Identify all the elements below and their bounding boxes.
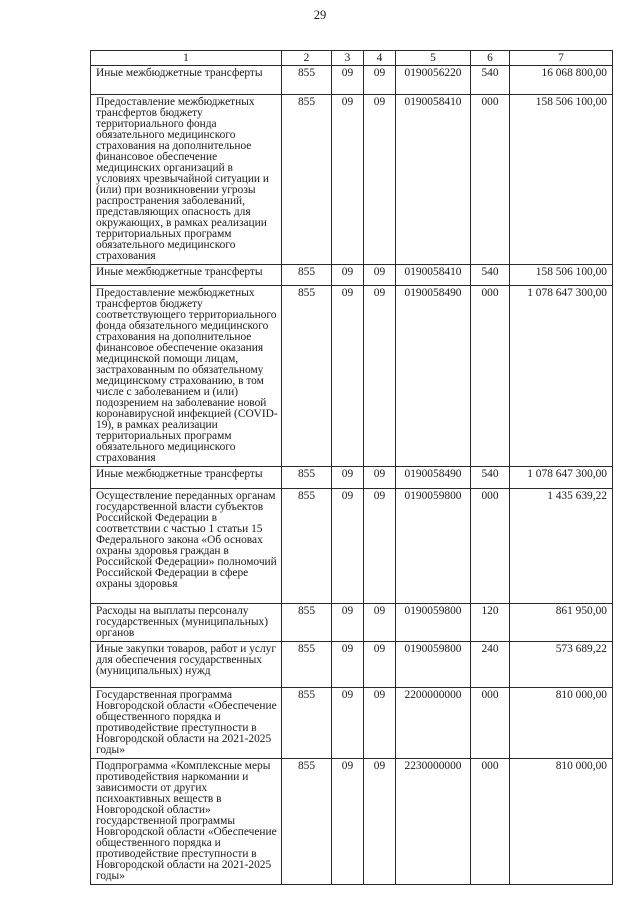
target-article-cell: 0190058490 <box>396 467 471 489</box>
table-row <box>91 604 613 642</box>
table-row <box>91 759 613 885</box>
subsection-code-cell: 09 <box>364 286 396 467</box>
table-row <box>91 688 613 759</box>
table-row <box>91 286 613 467</box>
subsection-code-cell: 09 <box>364 95 396 265</box>
section-code-cell: 09 <box>332 642 364 688</box>
row-name-cell: Предоставление межбюджетных трансфертов бюджету территориального фонда обязательного медицинского страхования на дополнительное финансовое обеспечение медицинских организаций в условиях чрезвычайной ситуации и (или) при возникновении угрозы распространения заболеваний, представляющих опасность для окружающих, в рамках реализации территориальных программ обязательного медицинского страхования <box>91 95 282 265</box>
section-code-cell: 09 <box>332 286 364 467</box>
section-code-cell: 09 <box>332 688 364 759</box>
target-article-cell: 2200000000 <box>396 688 471 759</box>
amount-cell: 1 078 647 300,00 <box>510 467 613 489</box>
ministry-code-cell: 855 <box>282 688 332 759</box>
table-row <box>91 489 613 604</box>
expense-type-cell: 120 <box>471 604 510 642</box>
amount-cell: 1 435 639,22 <box>510 489 613 604</box>
column-header: 2 <box>282 51 332 66</box>
target-article-cell: 2230000000 <box>396 759 471 885</box>
row-name-cell: Иные межбюджетные трансферты <box>91 66 282 95</box>
table-row <box>91 265 613 286</box>
column-header: 4 <box>364 51 396 66</box>
row-name-cell: Государственная программа Новгородской области «Обеспечение общественного порядка и противодействие преступности в Новгородской области на 2021-2025 годы» <box>91 688 282 759</box>
expense-type-cell: 240 <box>471 642 510 688</box>
section-code-cell: 09 <box>332 95 364 265</box>
table-row <box>91 467 613 489</box>
target-article-cell: 0190058410 <box>396 95 471 265</box>
expense-type-cell: 000 <box>471 489 510 604</box>
subsection-code-cell: 09 <box>364 66 396 95</box>
expense-type-cell: 000 <box>471 286 510 467</box>
subsection-code-cell: 09 <box>364 467 396 489</box>
expense-type-cell: 540 <box>471 265 510 286</box>
ministry-code-cell: 855 <box>282 286 332 467</box>
expense-type-cell: 000 <box>471 95 510 265</box>
page-number: 29 <box>313 8 327 22</box>
table-row <box>91 642 613 688</box>
row-name-cell: Иные межбюджетные трансферты <box>91 467 282 489</box>
column-header: 6 <box>471 51 510 66</box>
subsection-code-cell: 09 <box>364 604 396 642</box>
subsection-code-cell: 09 <box>364 642 396 688</box>
subsection-code-cell: 09 <box>364 489 396 604</box>
row-name-cell: Иные закупки товаров, работ и услуг для обеспечения государственных (муниципальных) нужд <box>91 642 282 688</box>
target-article-cell: 0190058490 <box>396 286 471 467</box>
amount-cell: 158 506 100,00 <box>510 95 613 265</box>
amount-cell: 16 068 800,00 <box>510 66 613 95</box>
ministry-code-cell: 855 <box>282 604 332 642</box>
amount-cell: 158 506 100,00 <box>510 265 613 286</box>
expense-type-cell: 540 <box>471 66 510 95</box>
ministry-code-cell: 855 <box>282 759 332 885</box>
section-code-cell: 09 <box>332 467 364 489</box>
target-article-cell: 0190058410 <box>396 265 471 286</box>
column-header: 7 <box>510 51 613 66</box>
table-row <box>91 95 613 265</box>
ministry-code-cell: 855 <box>282 642 332 688</box>
expense-type-cell: 000 <box>471 759 510 885</box>
amount-cell: 810 000,00 <box>510 759 613 885</box>
amount-cell: 861 950,00 <box>510 604 613 642</box>
expense-type-cell: 540 <box>471 467 510 489</box>
target-article-cell: 0190059800 <box>396 604 471 642</box>
target-article-cell: 0190056220 <box>396 66 471 95</box>
column-number-header-row <box>91 51 613 66</box>
budget-table <box>90 50 613 885</box>
amount-cell: 1 078 647 300,00 <box>510 286 613 467</box>
row-name-cell: Осуществление переданных органам государственной власти субъектов Российской Федерации в соответствии с частью 1 статьи 15 Федерального закона «Об основах охраны здоровья граждан в Российской Федерации» полномочий Российской Федерации в сфере охраны здоровья <box>91 489 282 604</box>
column-header: 3 <box>332 51 364 66</box>
target-article-cell: 0190059800 <box>396 489 471 604</box>
target-article-cell: 0190059800 <box>396 642 471 688</box>
column-header: 5 <box>396 51 471 66</box>
subsection-code-cell: 09 <box>364 759 396 885</box>
section-code-cell: 09 <box>332 759 364 885</box>
row-name-cell: Расходы на выплаты персоналу государственных (муниципальных) органов <box>91 604 282 642</box>
column-header: 1 <box>91 51 282 66</box>
row-name-cell: Иные межбюджетные трансферты <box>91 265 282 286</box>
amount-cell: 573 689,22 <box>510 642 613 688</box>
ministry-code-cell: 855 <box>282 95 332 265</box>
section-code-cell: 09 <box>332 604 364 642</box>
subsection-code-cell: 09 <box>364 265 396 286</box>
ministry-code-cell: 855 <box>282 467 332 489</box>
section-code-cell: 09 <box>332 489 364 604</box>
table-row <box>91 66 613 95</box>
ministry-code-cell: 855 <box>282 265 332 286</box>
amount-cell: 810 000,00 <box>510 688 613 759</box>
section-code-cell: 09 <box>332 66 364 95</box>
ministry-code-cell: 855 <box>282 66 332 95</box>
row-name-cell: Предоставление межбюджетных трансфертов бюджету соответствующего территориального фонда обязательного медицинского страхования на дополнительное финансовое обеспечение оказания медицинской помощи лицам, застрахованным по обязательному медицинскому страхованию, в том числе с заболеванием и (или) подозрением на заболевание новой коронавирусной инфекцией (COVID-19), в рамках реализации территориальных программ обязательного медицинского страхования <box>91 286 282 467</box>
ministry-code-cell: 855 <box>282 489 332 604</box>
row-name-cell: Подпрограмма «Комплексные меры противодействия наркомании и зависимости от других психоактивных веществ в Новгородской области» государственной программы Новгородской области «Обеспечение общественного порядка и противодействие преступности в Новгородской области на 2021-2025 годы» <box>91 759 282 885</box>
section-code-cell: 09 <box>332 265 364 286</box>
expense-type-cell: 000 <box>471 688 510 759</box>
subsection-code-cell: 09 <box>364 688 396 759</box>
